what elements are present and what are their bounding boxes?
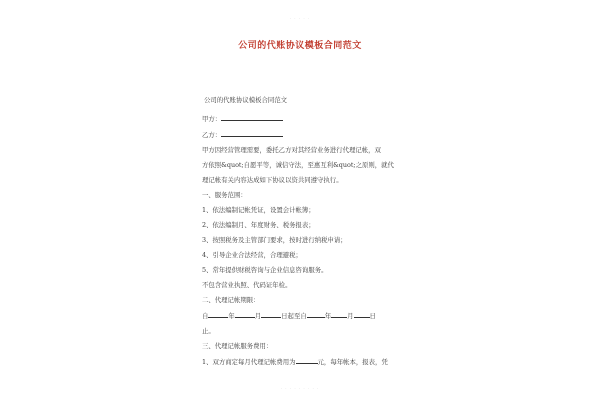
- list-item: 2、依法编制月、年度财务、税务报表；: [202, 221, 315, 229]
- list-item: 3、按照税务及主管部门要求，按时进行纳税申请；: [202, 236, 347, 244]
- term-month-label: 月: [347, 312, 354, 320]
- term-blank: [354, 311, 370, 318]
- section-heading: 一、服务范围：: [202, 191, 247, 199]
- document-title: 公司的代账协议模板合同范文: [238, 41, 362, 51]
- term-from-label: 自: [202, 312, 209, 320]
- term-blank: [331, 311, 347, 318]
- fee-blank: [296, 357, 318, 364]
- section-heading: 二、代理记帐期限：: [202, 296, 260, 304]
- party-b-label: 乙方：: [202, 131, 222, 139]
- note-line: 不包含营业执照、代码证年检。: [202, 281, 292, 289]
- term-year-label: 年: [228, 312, 235, 320]
- term-month-label: 月: [254, 312, 262, 320]
- header-mark: · · · · ·: [289, 16, 311, 21]
- section-heading: 三、代理记帐服务费用：: [202, 342, 273, 350]
- party-b-blank: [221, 130, 283, 137]
- body-paragraph-line: 方依照&quot;自愿平等，诚信守法，至惠互利&quot;之原则，就代: [202, 161, 394, 169]
- party-a-line: [202, 114, 398, 124]
- term-blank: [208, 311, 228, 318]
- term-end-line: 止。: [202, 327, 215, 335]
- document-body: [202, 96, 398, 367]
- fee-suffix: 元，每年帐本，报表，凭: [317, 358, 388, 366]
- fee-line: [202, 357, 398, 367]
- term-year-label: 年: [324, 312, 332, 320]
- list-item: 1、依法编制记帐凭证，设置会计帐簿；: [202, 206, 315, 214]
- term-blank: [307, 311, 325, 318]
- party-b-line: [202, 130, 398, 140]
- body-heading: 公司的代账协议模板合同范文: [204, 96, 288, 104]
- term-day-label: 日: [369, 312, 376, 320]
- footer-mark: · · · · · · · · ·: [280, 386, 320, 391]
- term-blank: [235, 311, 255, 318]
- body-paragraph-line: 理记帐有关内容达成如下协议以资共同遵守执行。: [202, 176, 343, 184]
- fee-label: 1、双方商定每月代理记帐费用为: [202, 358, 296, 366]
- list-item: 4、引导企业合法经营，合理避税；: [202, 251, 302, 259]
- term-until-label: 日起至自: [281, 312, 307, 320]
- party-a-blank: [221, 114, 283, 121]
- list-item: 5、常年提供财税咨询与企业信息咨询服务。: [202, 266, 328, 274]
- party-a-label: 甲方：: [202, 115, 222, 123]
- body-paragraph-line: 甲方因经营管理需要，委托乙方对其经营业务进行代理记帐，双: [202, 146, 381, 154]
- term-line: [202, 311, 398, 321]
- term-blank: [261, 311, 281, 318]
